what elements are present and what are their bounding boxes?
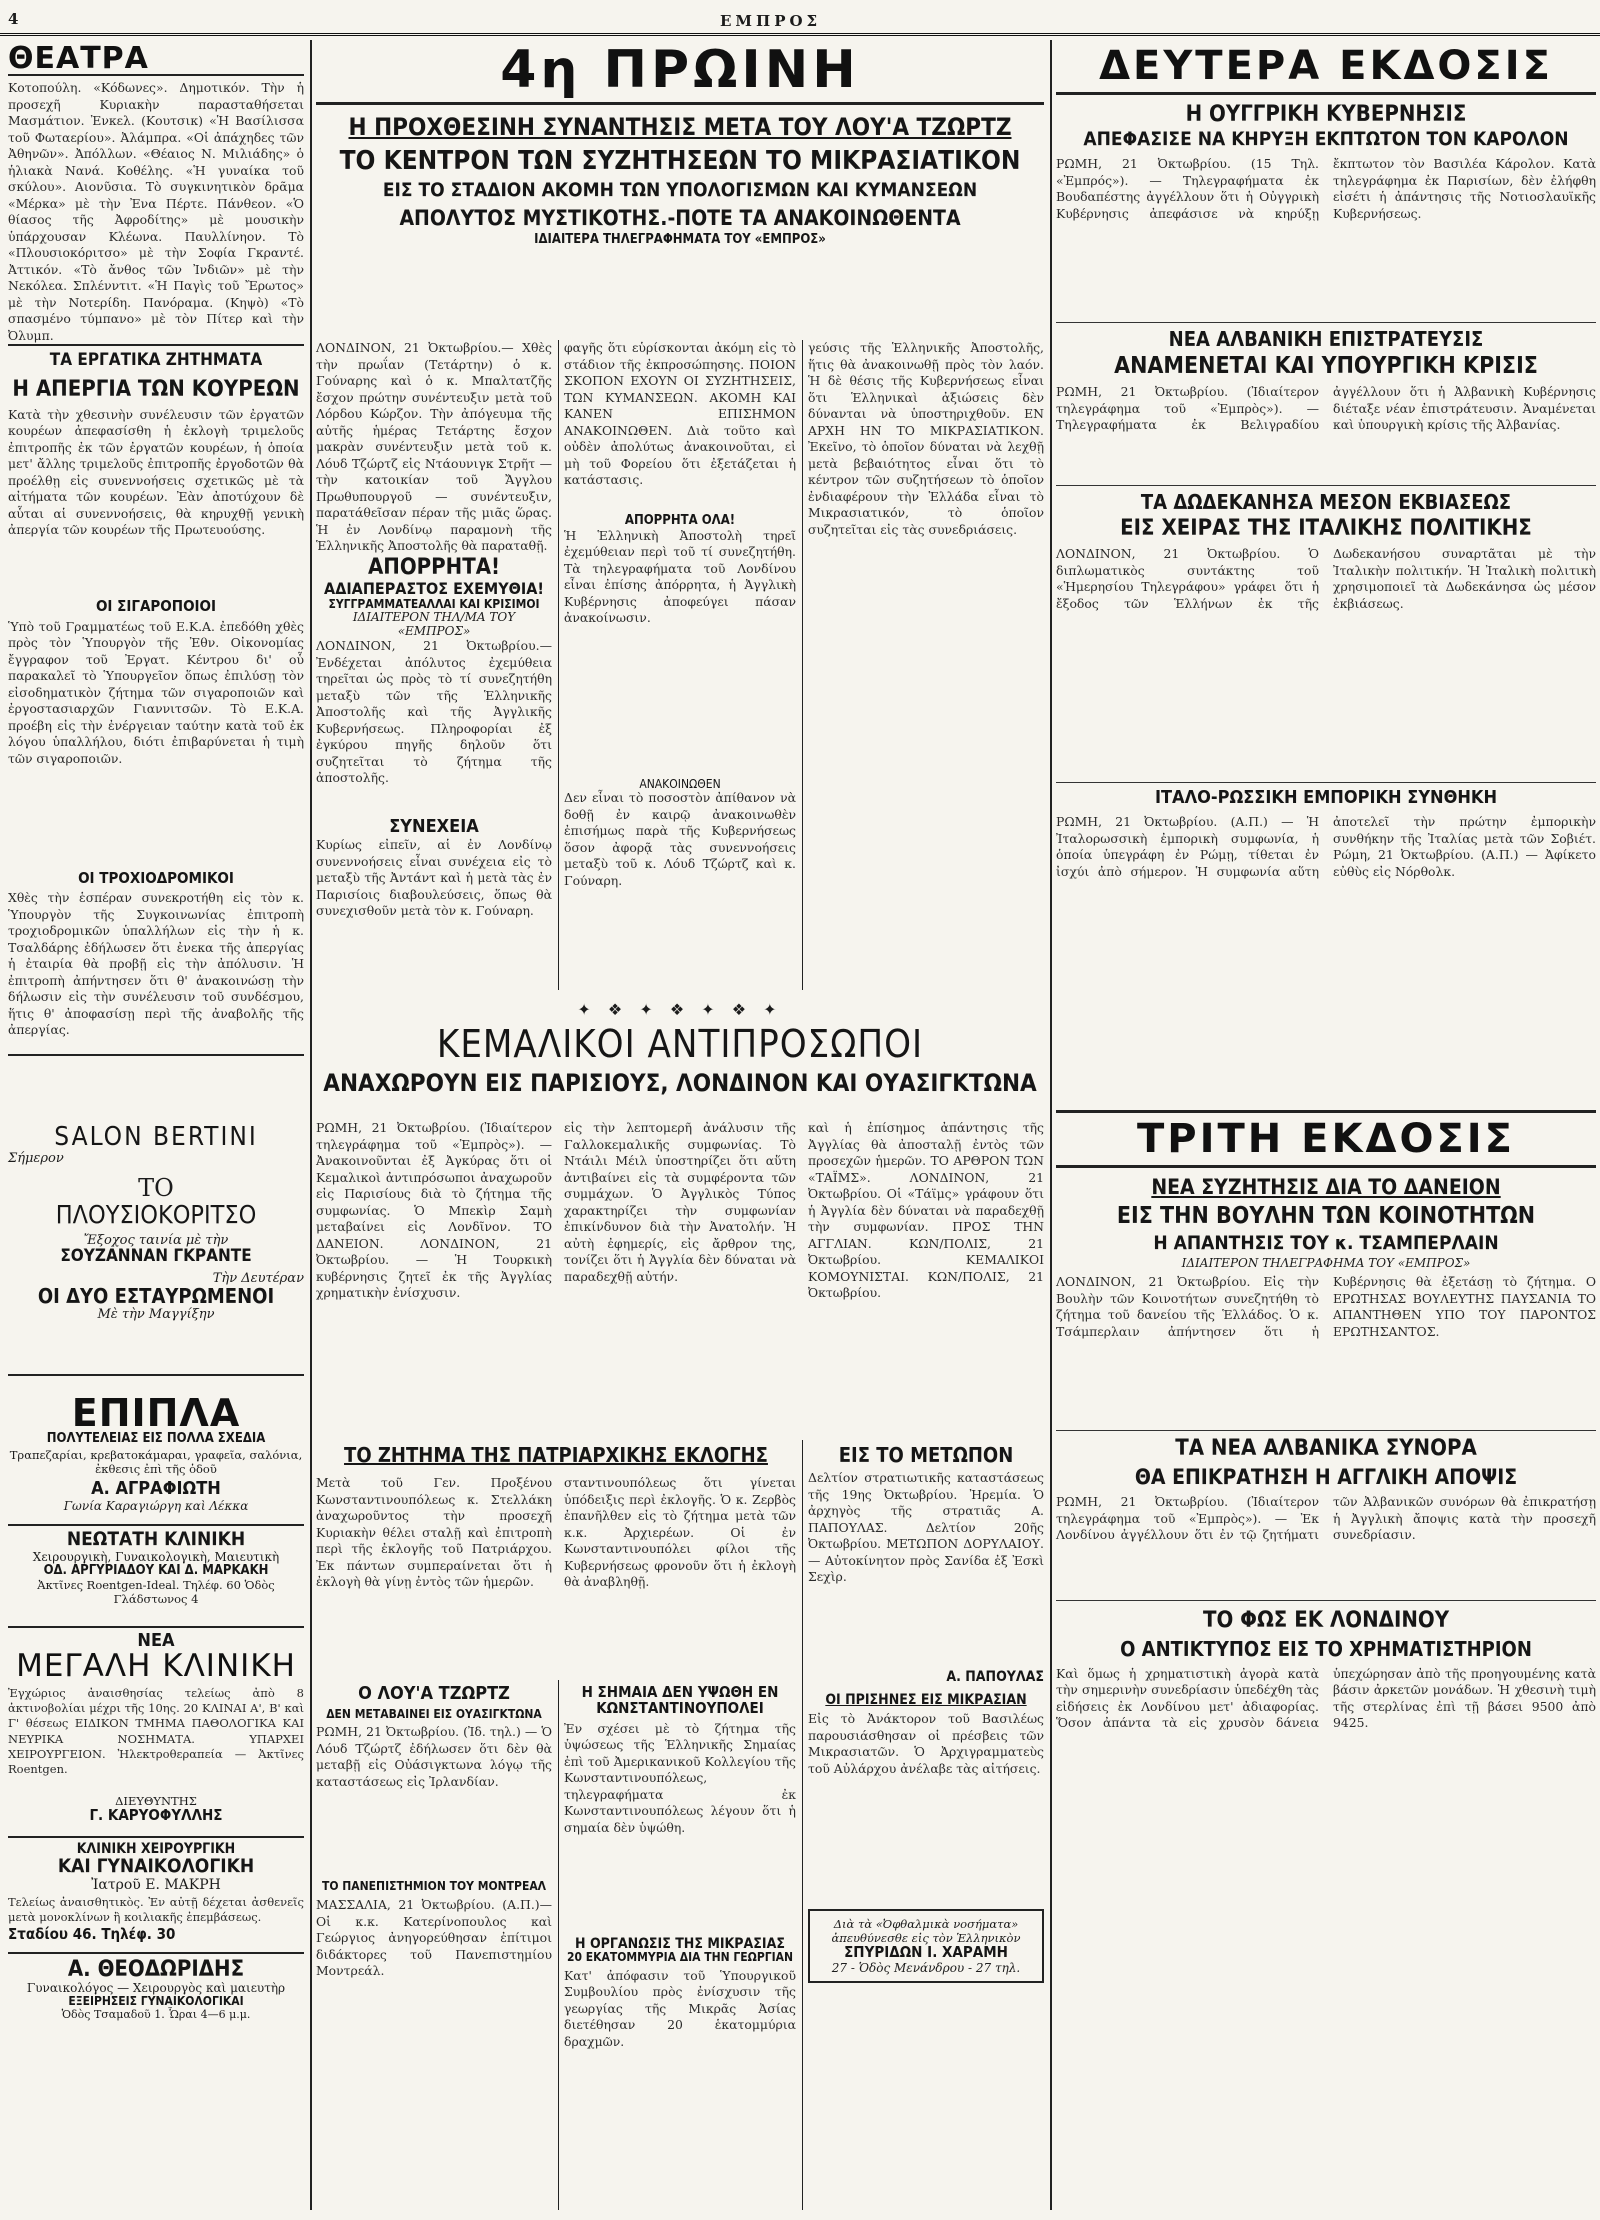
triti-banner: ΤΡΙΤΗ ΕΚΔΟΣΙΣ [1056, 1110, 1596, 1168]
borders-headline-1: ΤΑ ΝΕΑ ΑΛΒΑΝΙΚΑ ΣΥΝΟΡΑ [1175, 1436, 1477, 1462]
theodoridis-name: Α. ΘΕΟΔΩΡΙΔΗΣ [67, 1957, 245, 1982]
hungary-text: ΡΩΜΗ, 21 Ὀκτωβρίου. (15 Τηλ. «Ἐμπρός»). — Τηλεγραφήματα ἐκ Βουδαπέστης ἀγγέλλουν ὅτι ἡ Οὐγγρικὴ Κυβέρνησις ἀπεφάσισε νὰ κηρύξῃ ἔκπτωτον τὸν Βασιλέα Κάρολον. Κατὰ τηλεγράφημα ἐκ Παρισίων, δὲν ἐλήφθη εἰσέτι ἡ ἀπάντησις τῆς Νοτιοσλαυϊκῆς Κυβερνήσεως. [1056, 156, 1596, 221]
divider [8, 1374, 304, 1376]
neotati-title: ΝΕΩΤΑΤΗ ΚΛΙΝΙΚΗ [66, 1528, 246, 1550]
ornament-divider: ✦ ❖ ✦ ❖ ✦ ❖ ✦ [577, 1000, 783, 1019]
trochiodromikoi-text: Χθὲς τὴν ἑσπέραν συνεκροτήθη εἰς τὸν κ. Ὑπουργὸν τῆς Συγκοινωνίας ἐπιτροπὴ τροχιοδρομικῶν ὑπαλλήλων εἰς τὴν ἡ κ. Τσαλδάρης ἐδήλωσεν ὅτι ἐνεκα τῆς ἀπεργίας ἡ ἐταιρία θὰ προβῇ εἰς τὴν ἀπόλυσιν. Ἡ ἐπιτροπὴ ἀπήντησεν ὅτι θ' ἀνακοινώσῃ τὴν δήλωσιν εἰς τὴν συνέλευσιν τοῦ συνδέσμου, ἥτις θ' ἀποφασίσῃ περὶ τῆς ἀναβολῆς τῆς ἀπεργίας. [8, 890, 304, 1038]
dodecanese-headline-2: ΕΙΣ ΧΕΙΡΑΣ ΤΗΣ ΙΤΑΛΙΚΗΣ ΠΟΛΙΤΙΚΗΣ [1120, 516, 1532, 542]
sigaropoioi-text: Ὑπὸ τοῦ Γραμματέως τοῦ Ε.Κ.Α. ἐπεδόθη χθὲς πρὸς τὸν Ὑπουργὸν τῆς Ἐθν. Οἰκονομίας ἔγγραφον τοῦ Ἐργατ. Κέντρου δι' οὗ παρακαλεῖ τὸ Ὑπουργεῖον ὅπως ἐπιλύσῃ τὸν εἰσοδηματικὸν ζήτημα τῶν σιγαροποιῶν καὶ ἐργοστασιαρχῶν Γιαννιτσῶν. Τὸ Ε.Κ.Α. προέβη εἰς τὴν ἐνέργειαν ταύτην κατὰ τοῦ ἐκ λόγου ὑπαλλήλου, διότι ἐπιβαρύνεται ἡ τιμὴ τῶν σιγαροποιῶν. [8, 618, 304, 766]
neotati-text: Χειρουργικὴ, Γυναικολογικὴ, Μαιευτικὴ [32, 1549, 280, 1564]
loan-headline-1: ΝΕΑ ΣΥΖΗΤΗΣΙΣ ΔΙΑ ΤΟ ΔΑΝΕΙΟΝ [1151, 1175, 1501, 1200]
borders-text: ΡΩΜΗ, 21 Ὀκτωβρίου. (Ἰδιαίτερον τηλεγράφημα τοῦ «Ἐμπρὸς»). — Ἐκ Λονδίνου ἀγγέλλουν ὅτι ἐν τῷ ζητήματι τῶν Ἀλβανικῶν συνόρων θὰ ἐπικρατήσῃ ἡ Ἀγγλικὴ ἄποψις κατὰ τὴν προσεχῆ συνεδρίασιν. [1056, 1494, 1596, 1543]
patriarch-text-2: σταντινουπόλεως ὅτι γίνεται ὑπόδειξις περὶ ἐκλογῆς. Ὁ κ. Ζερβὸς ἐπανῆλθεν εἰς τὸ ζήτημα μετὰ τῶν κ.κ. Ἀρχιερέων. Οἱ ἐν Κωνσταντινουπόλει φίλοι τῆς Κυβερνήσεως φρονοῦν ὅτι ἡ ἐκλογὴ θὰ ἀναβληθῇ. [564, 1475, 796, 1589]
salon-next: Τὴν Δευτέραν [212, 1271, 304, 1287]
aporrita-title: ΑΠΟΡΡΗΤΑ! [367, 555, 501, 580]
kemal-text-2: εἰς τὴν λεπτομερῆ ἀνάλυσιν τῆς Γαλλοκεμαλικῆς συμφωνίας. Τὸ Ντάιλι Μέιλ ὑποστηρίζει ὅτι αὕτη ἀντιβαίνει εἰς τὰ συμφέροντα τῶν συμμάχων. Ὁ Ἀγγλικὸς Τύπος χαρακτηρίζει τὴν συμφωνίαν ἐπικίνδυνον διὰ τὴν Ἀνατολήν. Ἡ αὐτὴ ἐφημερίς, εἰς ἄρθρον της, τονίζει ὅτι ἡ Ἀγγλία δὲν δύναται νὰ παραδεχθῇ αὐτήν. [564, 1120, 796, 1284]
lead-text-1: ΛΟΝΔΙΝΟΝ, 21 Ὀκτωβρίου.— Χθὲς τὴν πρωΐαν (Τετάρτην) ὁ κ. Γούναρης καὶ ὁ κ. Μπαλτατζῆς ἔσχον πρώτην συνέντευξιν μετὰ τοῦ Λόρδου Κώρζον. Τὴν ἀπόγευμα τῆς αὐτῆς ἡμέρας Τετάρτης ἔσχον μακρὰν συνέντευξιν μετὰ τοῦ κ. Λόυδ Τζώρτζ εἰς Ντάουνιγκ Στρῆτ — τὴν κατοικίαν τοῦ Ἄγγλου Πρωθυπουργοῦ — συνέντευξιν, παρατάθεῖσαν πέραν τῆς μιᾶς ὥρας. Ἡ ἐν Λονδίνῳ παραμονὴ τῆς Ἑλληνικῆς Ἀποστολῆς θὰ παραταθῇ. [316, 340, 552, 553]
kemal-text-3: καὶ ἡ ἐπίσημος ἀπάντησις τῆς Ἀγγλίας θὰ ἀποσταλῇ ἐντὸς τῶν προσεχῶν ἡμερῶν. ΤΟ ΑΡΘΡΟΝ ΤΩΝ «ΤΑΪΜΣ». ΛΟΝΔΙΝΟΝ, 21 Ὀκτωβρίου. Οἱ «Τάϊμς» γράφουν ὅτι ἡ Ἀγγλία δὲν δύναται νὰ παραδεχθῇ τὴν συμφωνίαν. ΠΡΟΣ ΤΗΝ ΑΓΓΛΙΑΝ. ΚΩΝ/ΠΟΛΙΣ, 21 Ὀκτωβρίου. ΚΕΜΑΛΙΚΟΙ ΚΟΜΟΥΝΙΣΤΑΙ. ΚΩΝ/ΠΟΛΙΣ, 21 Ὀκτωβρίου. [808, 1120, 1044, 1300]
lead-col-2 [564, 340, 796, 1000]
simaia-text: Ἐν σχέσει μὲ τὸ ζήτημα τῆς ὑψώσεως τῆς Ἑλληνικῆς Σημαίας ἐπὶ τοῦ Ἀμερικανικοῦ Κολλεγίου τῆς Κωνσταντινουπόλεως, τηλεγραφήματα ἐκ Κωνσταντινουπόλεως λέγουν ὅτι ἡ σημαία δὲν ὑψώθη. [564, 1720, 796, 1835]
aporrita-subtitle2: ΣΥΓΓΡΑΜΜΑΤΕΑΛΛΑΙ ΚΑΙ ΚΡΙΣΙΜΟΙ [328, 596, 540, 611]
anakoinothen-title: ΑΝΑΚΟΙΝΩΘΕΝ [639, 776, 721, 791]
charamis-ad [808, 1909, 1044, 1983]
salon-film2-star: Μὲ τὴν Μαγγίξην [97, 1307, 215, 1323]
neotati-address: Ἀκτῖνες Roentgen-Ideal. Τηλέφ. 60 Ὁδὸς Γλάδστωνος 4 [37, 1577, 275, 1606]
metopon-signature: Α. ΠΑΠΟΥΛΑΣ [946, 1669, 1044, 1685]
salon-to: ΤΟ [138, 1174, 174, 1203]
right-section [1056, 40, 1596, 2216]
column-rule [310, 40, 312, 2210]
epipla-address: Γωνία Καραγιώργη καὶ Λέκκα [63, 1498, 249, 1513]
column-rule [558, 1680, 559, 2210]
divider [8, 1952, 304, 1954]
salon-today: Σήμερον [8, 1151, 64, 1167]
theatra-listing: Κοτοπούλη. «Κόδωνες». Δημοτικόν. Τὴν ἡ προσεχῆ Κυριακὴν παρασταθήσεται Μασμάτιον. Ἐνκελ. (Κουτσικ) «Ἡ Βασίλισσα τοῦ Φωταερίου». Ἀλάμπρα. «Οἱ ἀπάχηδες τῶν Ἀθηνῶν». Ἀπόλλων. «Θέαιος Ν. Μιλιάδης» ὁ ἡλιακὰ Νανά. Κοθέλης. «Ἡ γυναίκα τοῦ σκύλου». Αιονῦσια. Τὸ συγκινητικὸν δρᾶμα «Μέρκα» μὲ τὴν Ἐνα Πέρτε. Πάνθεον. «Ὁ θίασος τῆς Ἀφροδίτης» μὲ μουσικὴν ὑπάρχουσαν Κλέωνα. Παυλλίνηον. Τὸ «Πλουσιοκόριτσο» μὲ τὴν Σοφία Γκραντέ. Ἀττικόν. «Τὸ ἄνθος τῶν Ἰνδιῶν» μὲ τὴν Νεκόλεα. Σπλένντιτ. «Ἡ Παγὶς τοῦ Ἔρωτος» μὲ τὴν Νοτερίδη. Πανόραμα. (Κηψὸ) «Τὸ σπασμένο τύμπανο» μὲ τὸν Πίτερ καὶ τὴν Ὀλυμπ. [8, 80, 304, 343]
column-rule [802, 340, 803, 990]
kliniki2-title: ΚΛΙΝΙΚΗ ΧΕΙΡΟΥΡΓΙΚΗ [76, 1841, 236, 1857]
salon-film-title: ΠΛΟΥΣΙΟΚΟΡΙΤΣΟ [55, 1200, 257, 1230]
column-rule [802, 1440, 803, 2210]
aporrita-subtitle: ΑΔΙΑΠΕΡΑΣΤΟΣ ΕΧΕΜΥΘΙΑ! [324, 579, 544, 599]
patriarch-title: ΤΟ ΖΗΤΗΜΑ ΤΗΣ ΠΑΤΡΙΑΡΧΙΚΗΣ ΕΚΛΟΓΗΣ [344, 1443, 768, 1467]
charamis-line1: Διὰ τὰ «Ὀφθαλμικὰ νοσήματα» ἀπευθύνεσθε εἰς τὸν Ἑλληνικὸν [831, 1917, 1021, 1946]
kliniki-makri-ad [8, 1842, 304, 1942]
kliniki2-text: Τελείως ἀναισθητικὸς. Ἐν αὐτῇ δέχεται ἀσθενεῖς μετὰ μονοκλίνων ἢ κοιλιακῆς ἐπεμβάσεως. [8, 1894, 304, 1924]
kemal-text-1: ΡΩΜΗ, 21 Ὀκτωβρίου. (Ἰδιαίτερον τηλεγράφημα τοῦ «Ἐμπρὸς»). — Ἀνακοινοῦνται ἐξ Ἀγκύρας ὅτι οἱ Κεμαλικοὶ ἀντιπρόσωποι ἀναχωροῦν εἰς Παρισίους διὰ τὸ ζήτημα τῆς συμφωνίας. Ὁ Μπεκὶρ Σαμὴ μεταβαίνει εἰς Λονδῖνον. ΤΟ ΔΑΝΕΙΟΝ. ΛΟΝΔΙΝΟΝ, 21 Ὀκτωβρίου. — Ἡ Τουρκικὴ κυβέρνησις ζητεῖ ἐκ τῆς Ἀγγλίας χρηματικὴν ἐνίσχυσιν. [316, 1120, 552, 1300]
prisines-text: Εἰς τὸ Ἀνάκτορον τοῦ Βασιλέως παρουσιάσθησαν οἱ πρέσβεις τῶν Μικρασιατῶν. Ὁ Ἀρχιγραμματεὺς τοῦ Αὐλάρχου ἀνέλαβε τὰς αἰτήσεις. [808, 1711, 1044, 1776]
neotati-doctors: ΟΔ. ΑΡΓΥΡΙΑΔΟΥ ΚΑΙ Δ. ΜΑΡΚΑΚΗ [43, 1562, 269, 1578]
salon-name: SALON BERTINI [54, 1122, 258, 1152]
patriarch-text-1: Μετὰ τοῦ Γεν. Προξένου Κωνσταντινουπόλεως κ. Στελλάκη ἀναχωροῦντος τὴν προσεχῆ Κυριακὴν θέλει σταλῇ καὶ ἐπιτροπὴ περὶ τῆς ἐκλογῆς τοῦ Πατριάρχου. Ἐκ πάντων συμπεραίνεται ὅτι ἡ ἐκλογὴ θὰ γίνῃ ἐντὸς τῶν ἡμερῶν. [316, 1475, 552, 1589]
nea-kliniki-text: Ἐγχώριος ἀναισθησίας τελείως ἀπὸ 8 ἀκτινοβολίαι μέχρι τῆς 10ης. 20 ΚΛΙΝΑΙ Α', Β' καὶ Γ' θέσεως ΕΙΔΙΚΟΝ ΤΜΗΜΑ ΠΑΘΟΛΟΓΙΚΑ ΚΑΙ ΝΕΥΡΙΚΑ ΝΟΣΗΜΑΤΑ. ΥΠΑΡΧΕΙ ΧΕΙΡΟΥΡΓΕΙΟΝ. Ἠλεκτροθεραπεία — Ἀκτῖνες Roentgen. [8, 1685, 304, 1777]
montreal-text: ΜΑΣΣΑΛΙΑ, 21 Ὀκτωβρίου. (Α.Π.)— Οἱ κ.κ. Κατερίνοπουλος καὶ Γεώργιος ἀνηγορεύθησαν ἐπίτιμοι διδάκτορες τοῦ Πανεπιστημίου Μοντρεάλ. [316, 1897, 552, 1979]
charamis-address: 27 - Ὁδὸς Μενάνδρου - 27 τηλ. [831, 1961, 1021, 1976]
theatra-title: ΘΕΑΤΡΑ [8, 44, 304, 76]
main-headline-1: Η ΠΡΟΧΘΕΣΙΝΗ ΣΥΝΑΝΤΗΣΙΣ ΜΕΤΑ ΤΟΥ ΛΟΥ'Α ΤΖΩΡΤΖ [348, 113, 1012, 141]
synecheia-text: Κυρίως εἰπεῖν, αἱ ἐν Λονδίνῳ συνεννοήσεις εἶναι συνέχεια εἰς τὸ μεταξὺ τῆς Ἀντάντ καὶ ἡ μετὰ τὰς ἐν Παρισίοις διαβουλεύσεις, ὅπως θὰ συνεχισθοῦν μετὰ τὸν κ. Γούναρη. [316, 837, 552, 919]
salon-star: ΣΟΥΖΑΝΝΑΝ ΓΚΡΑΝΤΕ [60, 1245, 252, 1266]
aporrita-text: ΛΟΝΔΙΝΟΝ, 21 Ὀκτωβρίου.— Ἐνδέχεται ἀπόλυτος ἐχεμύθεια τηρεῖται ὡς πρὸς τὸ τί συνεζητήθη μεταξὺ τῶν τῆς Ἑλληνικῆς Ἀποστολῆς καὶ τῆς Ἀγγλικῆς Κυβερνήσεως. Πληροφορίαι ἐξ ἐγκύρου πηγῆς δηλοῦν ὅτι συζητεῖται τὸ ζήτημα τῆς ἀποστολῆς. [316, 638, 552, 786]
kliniki2-name: Ἰατροῦ Ε. ΜΑΚΡΗ [91, 1876, 221, 1893]
simaia-section [564, 1685, 796, 2168]
apoppita2-title: ΑΠΟΡΡΗΤΑ ΟΛΑ! [624, 513, 736, 528]
albania-headline-2: ΑΝΑΜΕΝΕΤΑΙ ΚΑΙ ΥΠΟΥΡΓΙΚΗ ΚΡΙΣΙΣ [1114, 353, 1538, 380]
hungary-headline-1: Η ΟΥΓΓΡΙΚΗ ΚΥΒΕΡΝΗΣΙΣ [1185, 102, 1467, 127]
epipla-subtitle: ΠΟΛΥΤΕΛΕΙΑΣ ΕΙΣ ΠΟΛΛΑ ΣΧΕΔΙΑ [46, 1431, 266, 1446]
main-headline-4: ΑΠΟΛΥΤΟΣ ΜΥΣΤΙΚΟΤΗΣ.-ΠΟΤΕ ΤΑ ΑΝΑΚΟΙΝΩΘΕΝΤΑ [399, 206, 961, 231]
lloyd-text: ΡΩΜΗ, 21 Ὀκτωβρίου. (Ἰδ. τηλ.) — Ὁ Λόυδ Τζώρτζ ἐδήλωσεν ὅτι δὲν θὰ μεταβῇ εἰς Οὐάσιγκτωνα λόγῳ τῆς καταστάσεως εἰς Ἰρλανδίαν. [316, 1724, 552, 1789]
loan-headline-2: ΕΙΣ ΤΗΝ ΒΟΥΛΗΝ ΤΩΝ ΚΟΙΝΟΤΗΤΩΝ [1116, 1203, 1536, 1230]
divider [8, 1054, 304, 1056]
divider [8, 1836, 304, 1838]
lead-col-1 [316, 340, 552, 1000]
sigaropoioi-title: ΟΙ ΣΙΓΑΡΟΠΟΙΟΙ [95, 596, 217, 615]
lloyd-title: Ο ΛΟΥ'Α ΤΖΩΡΤΖ [358, 1683, 510, 1704]
epipla-name: Α. ΑΓΡΑΦΙΩΤΗ [91, 1477, 221, 1499]
dodecanese-headline-1: ΤΑ ΔΩΔΕΚΑΝΗΣΑ ΜΕΣΟΝ ΕΚΒΙΑΣΕΩΣ [1140, 490, 1512, 515]
albania-text: ΡΩΜΗ, 21 Ὀκτωβρίου. (Ἰδιαίτερον τηλεγράφημα τοῦ «Ἐμπρὸς»). — Τηλεγραφήματα ἐκ Βελιγραδίου ἀγγέλλουν ὅτι ἡ Ἀλβανικὴ Κυβέρνησις διέταξε νέαν ἐπιστράτευσιν. Ἀναμένεται καὶ ὑπουργικὴ κρίσις τῆς Ἀλβανίας. [1056, 384, 1596, 433]
charamis-name: ΣΠΥΡΙΔΩΝ Ι. ΧΑΡΑΜΗ [844, 1943, 1008, 1962]
lead-text-2: φαγῆς ὅτι εὑρίσκονται ἀκόμη εἰς τὸ στάδιον τῆς ἐκπροσώπησης. ΠΟΙΟΝ ΣΚΟΠΟΝ ΕΧΟΥΝ ΟΙ ΣΥΖΗΤΗΣΕΙΣ, ΤΩΝ ΚΥΜΑΝΣΕΩΝ. ΑΚΟΜΗ ΚΑΙ ΚΑΝΕΝ ΕΠΙΣΗΜΟΝ ΑΝΑΚΟΙΝΩΘΕΝ. Διὰ τοῦτο καὶ οὐδὲν ἀπολύτως ἀνακοινοῦται, εἰ μὴ τοῦ Φορείου ὅτι ἐξετάζεται ἡ κατάστασις. [564, 340, 796, 487]
nea-kliniki-ad [8, 1632, 304, 1824]
ergatika-title: ΤΑ ΕΡΓΑΤΙΚΑ ΖΗΤΗΜΑΤΑ [49, 350, 263, 370]
organosi-text: Κατ' ἀπόφασιν τοῦ Ὑπουργικοῦ Συμβουλίου πρὸς ἐνίσχυσιν τῆς γεωργίας τῆς Μικρᾶς Ἀσίας διετέθησαν 20 ἑκατομμύρια δραχμῶν. [564, 1967, 796, 2049]
loan-dateline: ΙΔΙΑΙΤΕΡΟΝ ΤΗΛΕΓΡΑΦΗΜΑ ΤΟΥ «ΕΜΠΡΟΣ» [1181, 1256, 1471, 1271]
kliniki2-address: Σταδίου 46. Τηλέφ. 30 [8, 1924, 176, 1943]
borders-headline-2: ΘΑ ΕΠΙΚΡΑΤΗΣΗ Η ΑΓΓΛΙΚΗ ΑΠΟΨΙΣ [1134, 1465, 1518, 1490]
salon-starring: Ἔξοχος ταινία μὲ τὴν [83, 1232, 229, 1248]
prisines-title: ΟΙ ΠΡΙΣΗΝΕΣ ΕΙΣ ΜΙΚΡΑΣΙΑΝ [825, 1691, 1027, 1708]
divider [8, 344, 304, 346]
theodoridis-ad [8, 1958, 304, 2021]
masthead [0, 10, 1600, 36]
main-headline-2: ΤΟ ΚΕΝΤΡΟΝ ΤΩΝ ΣΥΖΗΤΗΣΕΩΝ ΤΟ ΜΙΚΡΑΣΙΑΤΙΚΟΝ [339, 146, 1021, 177]
nea-kliniki-director: Γ. ΚΑΡΥΟΦΥΛΛΗΣ [89, 1805, 223, 1824]
fos-headline-2: Ο ΑΝΤΙΚΤΥΠΟΣ ΕΙΣ ΤΟ ΧΡΗΜΑΤΙΣΤΗΡΙΟΝ [1120, 1636, 1532, 1661]
proini-banner: 4η ΠΡΩΙΝΗ [316, 40, 1044, 105]
lead-col-3 [808, 340, 1044, 1000]
divider [8, 1524, 304, 1526]
dodecanese-text: ΛΟΝΔΙΝΟΝ, 21 Ὀκτωβρίου. Ὁ διπλωματικὸς συντάκτης τοῦ «Ἡμερησίου Τηλεγράφου» γράφει ὅτι ἡ ἔξοδος τῶν Ἑλλήνων ἐκ τῆς Δωδεκανήσου συναρτᾶται μὲ τὴν Ἰταλικὴν πολιτικήν. Ἡ Ἰταλικὴ πολιτικὴ χρησιμοποιεῖ τὰ Δωδεκάνησα ὡς μέσον ἐκβιάσεως. [1056, 546, 1596, 611]
italorussian-text: ΡΩΜΗ, 21 Ὀκτωβρίου. (Α.Π.) — Ἡ Ἰταλορωσσικὴ ἐμπορικὴ συμφωνία, ἡ ὁποία ὑπεγράφη ἐν Ρώμῃ, τίθεται ἐν ἰσχύι ἀπὸ σήμερον. Ἡ συμφωνία αὕτη ἀποτελεῖ τὴν πρώτην ἐμπορικὴν συνθήκην τῆς Ἰταλίας μετὰ τῶν Σοβιέτ. Ρώμη, 21 Ὀκτωβρίου. (Α.Π.) — Ἀφίκετο εὐθὺς εἰς Νόρθολκ. [1056, 814, 1596, 879]
lloyd-george-section [316, 1685, 552, 2097]
montreal-title: ΤΟ ΠΑΝΕΠΙΣΤΗΜΙΟΝ ΤΟΥ ΜΟΝΤΡΕΑΛ [321, 1879, 547, 1894]
middle-section [316, 40, 1044, 2216]
page-number: 4 [8, 10, 19, 28]
kemal-headline-1: ΚΕΜΑΛΙΚΟΙ ΑΝΤΙΠΡΟΣΩΠΟΙ [436, 1022, 924, 1066]
epipla-text: Τραπεζαρίαι, κρεβατοκάμαραι, γραφεῖα, σαλόνια, ἐκθεσις ἐπὶ τῆς ὁδοῦ [9, 1447, 303, 1476]
apergia-title: Η ΑΠΕΡΓΙΑ ΤΩΝ ΚΟΥΡΕΩΝ [12, 376, 300, 402]
kemal-headline-2: ΑΝΑΧΩΡΟΥΝ ΕΙΣ ΠΑΡΙΣΙΟΥΣ, ΛΟΝΔΙΝΟΝ ΚΑΙ ΟΥΑΣΙΓΚΤΩΝΑ [323, 1068, 1037, 1097]
loan-headline-3: Η ΑΠΑΝΤΗΣΙΣ ΤΟΥ κ. ΤΣΑΜΠΕΡΛΑΙΝ [1153, 1232, 1499, 1255]
lloyd-subtitle: ΔΕΝ ΜΕΤΑΒΑΙΝΕΙ ΕΙΣ ΟΥΑΣΙΓΚΤΩΝΑ [326, 1706, 542, 1721]
aporrita-dateline: ΙΔΙΑΙΤΕΡΟΝ ΤΗΛ/ΜΑ ΤΟΥ «ΕΜΠΡΟΣ» [352, 610, 516, 639]
kliniki2-title2: ΚΑΙ ΓΥΝΑΙΚΟΛΟΓΙΚΗ [57, 1854, 255, 1877]
epipla-title: ΕΠΙΠΛΑ [71, 1391, 241, 1435]
column-rule [558, 340, 559, 990]
main-dateline: ΙΔΙΑΙΤΕΡΑ ΤΗΛΕΓΡΑΦΗΜΑΤΑ ΤΟΥ «ΕΜΠΡΟΣ» [534, 232, 826, 248]
hungary-headline-2: ΑΠΕΦΑΣΙΣΕ ΝΑ ΚΗΡΥΞΗ ΕΚΠΤΩΤΟΝ ΤΟΝ ΚΑΡΟΛΟΝ [1083, 128, 1569, 151]
loan-text: ΛΟΝΔΙΝΟΝ, 21 Ὀκτωβρίου. Εἰς τὴν Βουλὴν τῶν Κοινοτήτων συνεζητήθη τὸ ζήτημα τοῦ δανείου τῆς Ἑλλάδος. Ὁ κ. Τσάμπερλαιν ἀπήντησεν ὅτι ἡ Κυβέρνησις θὰ ἐξετάσῃ τὸ ζήτημα. Ο ΕΡΩΤΗΣΑΣ ΒΟΥΛΕΥΤΗΣ ΠΑΥΣΑΝΙΑ ΤΟ ΑΠΑΝΤΗΘΕΝ ΥΠΟ ΤΟΥ ΠΑΡΟΝΤΟΣ ΕΡΩΤΗΣΑΝΤΟΣ. [1056, 1274, 1596, 1339]
apoppita2-text: Ἡ Ἑλληνικὴ Ἀποστολὴ τηρεῖ ἐχεμύθειαν περὶ τοῦ τί συνεζητήθη. Τὰ τηλεγραφήματα τοῦ Λονδίνου εἶναι ἐπίσης ἀπόρρητα, ἡ Ἀγγλικὴ Κυβέρνησις ἀποφεύγει πάσαν ἀνακοίνωσιν. [564, 527, 796, 626]
divider [8, 1626, 304, 1628]
column-rule [1050, 40, 1052, 2210]
synecheia-title: ΣΥΝΕΧΕΙΑ [389, 816, 479, 838]
italorussian-headline: ΙΤΑΛΟ-ΡΩΣΣΙΚΗ ΕΜΠΟΡΙΚΗ ΣΥΝΘΗΚΗ [1154, 787, 1498, 809]
left-column [8, 41, 304, 2214]
metopon-section [808, 1445, 1044, 1983]
simaia-title: Η ΣΗΜΑΙΑ ΔΕΝ ΥΨΩΘΗ ΕΝ ΚΩΝΣΤΑΝΤΙΝΟΥΠΟΛΕΙ [581, 1683, 779, 1717]
salon-film2-title: ΟΙ ΔΥΟ ΕΣΤΑΥΡΩΜΕΝΟΙ [37, 1284, 275, 1309]
nea-kliniki-director-label: ΔΙΕΥΘΥΝΤΗΣ [115, 1793, 197, 1808]
deutera-banner: ΔΕΥΤΕΡΑ ΕΚΔΟΣΙΣ [1056, 40, 1596, 95]
organosi-title: Η ΟΡΓΑΝΩΣΙΣ ΤΗΣ ΜΙΚΡΑΣΙΑΣ [575, 1935, 785, 1952]
metopon-title: ΕΙΣ ΤΟ ΜΕΤΩΠΟΝ [838, 1443, 1014, 1467]
kemal-headlines [316, 1022, 1044, 1097]
main-headline-3: ΕΙΣ ΤΟ ΣΤΑΔΙΟΝ ΑΚΟΜΗ ΤΩΝ ΥΠΟΛΟΓΙΣΜΩΝ ΚΑΙ ΚΥΜΑΝΣΕΩΝ [382, 179, 978, 202]
salon-bertini-ad [8, 1124, 304, 1322]
epipla-ad [8, 1391, 304, 1513]
apergia-text: Κατὰ τὴν χθεσινὴν συνέλευσιν τῶν ἐργατῶν κουρέων ἀπεφασίσθη ἡ ἐκλογὴ τριμελοῦς ἐπιτροπῆς ἐκ τῶν ἐργατῶν κουρέων, ἡ ὁποία μετ' ἄλλης τριμελοῦς ἐπιτροπῆς ἐργοδοτῶν θὰ προέλθῃ εἰς συνεννοήσεις σχετικῶς μὲ τὰ αἰτήματα τῶν κουρέων. Ἐὰν ἀποτύχουν δὲ αὗται αἱ συνεννοήσεις, θὰ κηρυχθῇ γενικὴ ἀπεργία τῶν κουρέων τῆς Πρωτευούσης. [8, 406, 304, 538]
anakoinothen-text: Δεν εἶναι τὸ ποσοστὸν ἀπίθανον νὰ δοθῇ ἐν καιρῷ ἀνακοινωθὲν ἐπισήμως παρὰ τῆς Κυβερνήσεως ὅσον ἀφορᾷ τὰς συνεννοήσεις μεταξὺ τοῦ κ. Λόυδ Τζώρτζ καὶ κ. Γούναρη. [564, 790, 796, 888]
theodoridis-sub: ΕΞΕΙΡΗΣΕΙΣ ΓΥΝΑΙΚΟΛΟΓΙΚΑΙ [68, 1994, 244, 2009]
albania-headline-1: ΝΕΑ ΑΛΒΑΝΙΚΗ ΕΠΙΣΤΡΑΤΕΥΣΙΣ [1168, 327, 1484, 352]
fos-headline-1: ΤΟ ΦΩΣ ΕΚ ΛΟΝΔΙΝΟΥ [1202, 1608, 1450, 1634]
nea-kliniki-title2: ΜΕΓΑΛΗ ΚΛΙΝΙΚΗ [16, 1647, 296, 1684]
newspaper-name: ΕΜΠΡΟΣ [720, 12, 822, 30]
theodoridis-address: Ὁδὸς Τσαμαδοῦ 1. Ὧραι 4—6 μ.μ. [61, 2007, 251, 2021]
metopon-text: Δελτίον στρατιωτικῆς καταστάσεως τῆς 19ης Ὀκτωβρίου. Ἠρεμία. Ὁ ἀρχηγὸς τῆς στρατιᾶς Α. ΠΑΠΟΥΛΑΣ. Δελτίον 20ῆς Ὀκτωβρίου. ΜΕΤΩΠΟΝ ΔΟΡΥΛΑΙΟΥ. — Αὐτοκίνητον πρὸς Σανίδα ἐξ Ἐσκὶ Σεχὶρ. [808, 1470, 1044, 1584]
fos-text: Καὶ ὅμως ἡ χρηματιστικὴ ἀγορὰ κατὰ τὴν σημερινὴν συνεδρίασιν ὑπεδέχθη τὰς εἰδήσεις ἐκ Λονδίνου μετ' ἀδιαφορίας. Ὅσον ἀπάντα τὰ εἰς χρυσὸν δάνεια ὑπεχώρησαν ἀπὸ τῆς προηγουμένης κατὰ βάσιν ἀρκετῶν μονάδων. Ἡ χθεσινὴ τιμὴ τῆς στερλίνας ἐπὶ τῇ βάσει 9500 ἀπὸ 9425. [1056, 1665, 1596, 1731]
neotati-kliniki-ad [8, 1530, 304, 1606]
trochiodromikoi-title: ΟΙ ΤΡΟΧΙΟΔΡΟΜΙΚΟΙ [78, 868, 234, 887]
nea-kliniki-title1: ΝΕΑ [137, 1630, 175, 1651]
organosi-subtitle: 20 ΕΚΑΤΟΜΜΥΡΙΑ ΔΙΑ ΤΗΝ ΓΕΩΡΓΙΑΝ [566, 1950, 794, 1965]
lead-text-3: γεύσις τῆς Ἑλληνικῆς Ἀποστολῆς, ἥτις θὰ ἀνακοινωθῇ πρὸς τὸν λαόν. Ἡ δὲ θέσις τῆς Κυβερνήσεως εἶναι ὅτι Ἑλληνικαὶ ἀξιώσεις δὲν δύνανται νὰ ὑποστηριχθοῦν. ΕΝ ΑΡΧΗ ΗΝ ΤΟ ΜΙΚΡΑΣΙΑΤΙΚΟΝ. Ἐκεῖνο, τὸ ὁποῖον δύναται νὰ λεχθῇ μετὰ βεβαιότητος εἶναι ὅτι τὸ κέντρον τῶν συζητήσεων τὸ ὁποῖον ἐνδιαφέρουν τὴν Ἑλλάδα εἶναι τὸ Μικρασιατικόν, τὸ ὁποῖον συζητεῖται εἰς τὰς συνεδριάσεις. [808, 340, 1044, 537]
theodoridis-spec: Γυναικολόγος — Χειρουργὸς καὶ μαιευτὴρ [26, 1981, 286, 1996]
